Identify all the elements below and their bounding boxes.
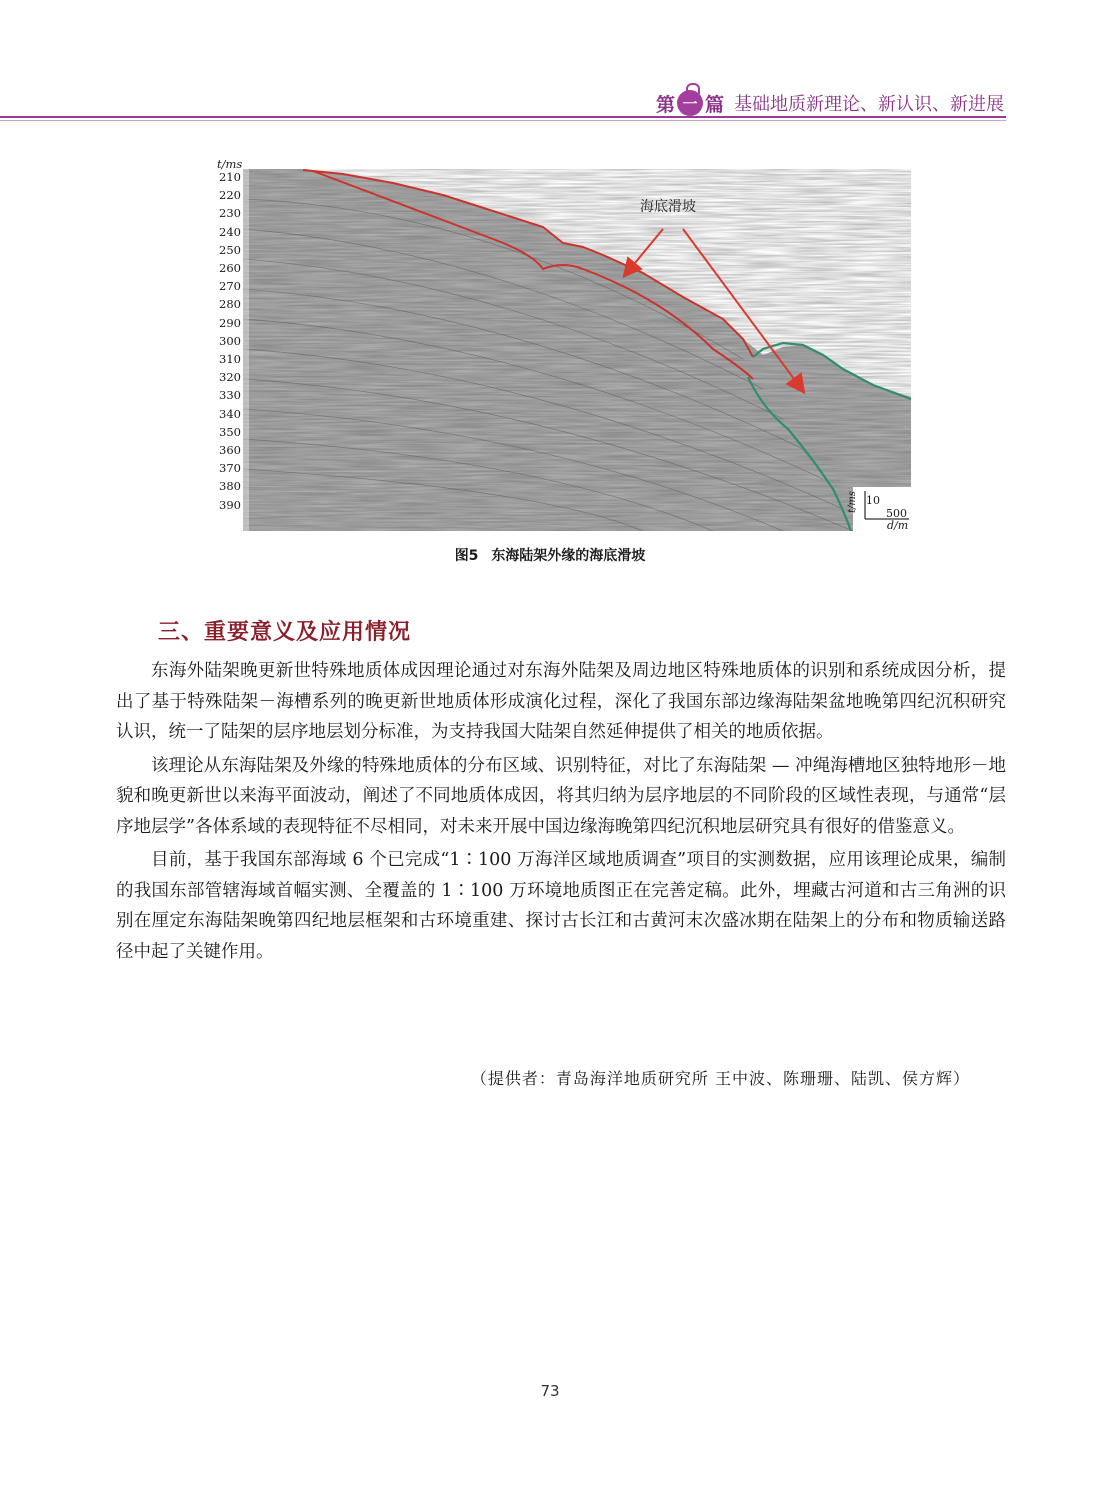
y-tick-label: 270 bbox=[219, 279, 241, 294]
y-tick-label: 290 bbox=[219, 315, 241, 330]
section-heading: 三、重要意义及应用情况 bbox=[158, 620, 412, 645]
header-rule-thin bbox=[0, 120, 1006, 121]
caption-text: 东海陆架外缘的海底滑坡 bbox=[491, 548, 646, 564]
scale-horizontal-unit: d/m bbox=[887, 519, 909, 532]
y-tick-label: 220 bbox=[219, 188, 241, 203]
paragraph: 东海外陆架晚更新世特殊地质体成因理论通过对东海外陆架及周边地区特殊地质体的识别和系统成因分析，提出了基于特殊陆架－海槽系列的晚更新世地质体形成演化过程，深化了我国东部边缘海陆架盆地晚第四纪沉积研究认识，统一了陆架的层序地层划分标准，为支持我国大陆架自然延伸提供了相关的地质依据。 bbox=[116, 661, 1006, 742]
part-suffix: 篇 bbox=[704, 93, 724, 116]
figure-caption bbox=[0, 545, 1100, 565]
seismic-figure bbox=[215, 157, 915, 532]
scale-vertical-value: 10 bbox=[866, 494, 880, 507]
scale-vertical-unit: t/ms bbox=[847, 490, 858, 513]
y-tick-label: 350 bbox=[219, 424, 241, 439]
y-tick-label: 330 bbox=[219, 388, 241, 403]
callout-label: 海底滑坡 bbox=[640, 199, 696, 215]
y-tick-label: 320 bbox=[219, 370, 241, 385]
y-axis-unit: t/ms bbox=[217, 157, 243, 171]
y-tick-label: 240 bbox=[219, 224, 241, 239]
seismic-profile bbox=[243, 169, 911, 531]
y-tick-label: 260 bbox=[219, 261, 241, 275]
paragraph: 该理论从东海陆架及外缘的特殊地质体的分布区域、识别特征，对比了东海陆架 — 冲绳海槽地区独特地形－地貌和晚更新世以来海平面波动，阐述了不同地质体成因，将其归纳为层序地层的不同阶段的区域性表现，与通常“层序地层学”各体系域的表现特征不尽相同，对未来开展中国边缘海晚第四纪沉积地层研究具有很好的借鉴意义。 bbox=[116, 755, 1006, 837]
contributor-credit: （提供者：青岛海洋地质研究所 王中波、陈珊珊、陆凯、侯方辉） bbox=[470, 1069, 970, 1088]
header-title: 基础地质新理论、新认识、新进展 bbox=[734, 94, 1004, 115]
y-tick-label: 370 bbox=[219, 461, 241, 476]
y-tick-label: 360 bbox=[219, 443, 241, 457]
y-tick-label: 310 bbox=[219, 352, 241, 366]
part-prefix: 第 bbox=[655, 93, 675, 116]
callout-arrow-left bbox=[625, 229, 663, 275]
page-header bbox=[656, 88, 1004, 118]
y-tick-label: 390 bbox=[219, 497, 241, 512]
y-tick-label: 210 bbox=[219, 170, 241, 184]
y-tick-label: 340 bbox=[219, 406, 241, 421]
paragraph: 目前，基于我国东部海域 6 个已完成“1∶100 万海洋区域地质调查”项目的实测数据，应用该理论成果，编制的我国东部管辖海域首幅实测、全覆盖的 1∶100 万环境地质图正在完善定稿。此外，埋藏古河道和古三角洲的识别在厘定东海陆架晚第四纪地层框架和古环境重建、探讨古长江和古黄河末次盛冰期在陆架上的分布和物质输送路径中起了关键作用。 bbox=[116, 850, 1006, 962]
header-rule bbox=[0, 116, 1006, 118]
y-tick-label: 300 bbox=[219, 333, 241, 348]
scale-horizontal-value: 500 bbox=[886, 507, 907, 520]
y-tick-label: 230 bbox=[219, 206, 241, 221]
page-number: 73 bbox=[540, 1382, 560, 1400]
y-tick-label: 250 bbox=[219, 242, 241, 257]
y-tick-label: 280 bbox=[219, 297, 241, 312]
part-number-badge: 一 bbox=[677, 90, 703, 116]
y-tick-label: 380 bbox=[219, 479, 241, 494]
body-text bbox=[116, 656, 1006, 970]
caption-label: 图5 bbox=[454, 548, 479, 564]
